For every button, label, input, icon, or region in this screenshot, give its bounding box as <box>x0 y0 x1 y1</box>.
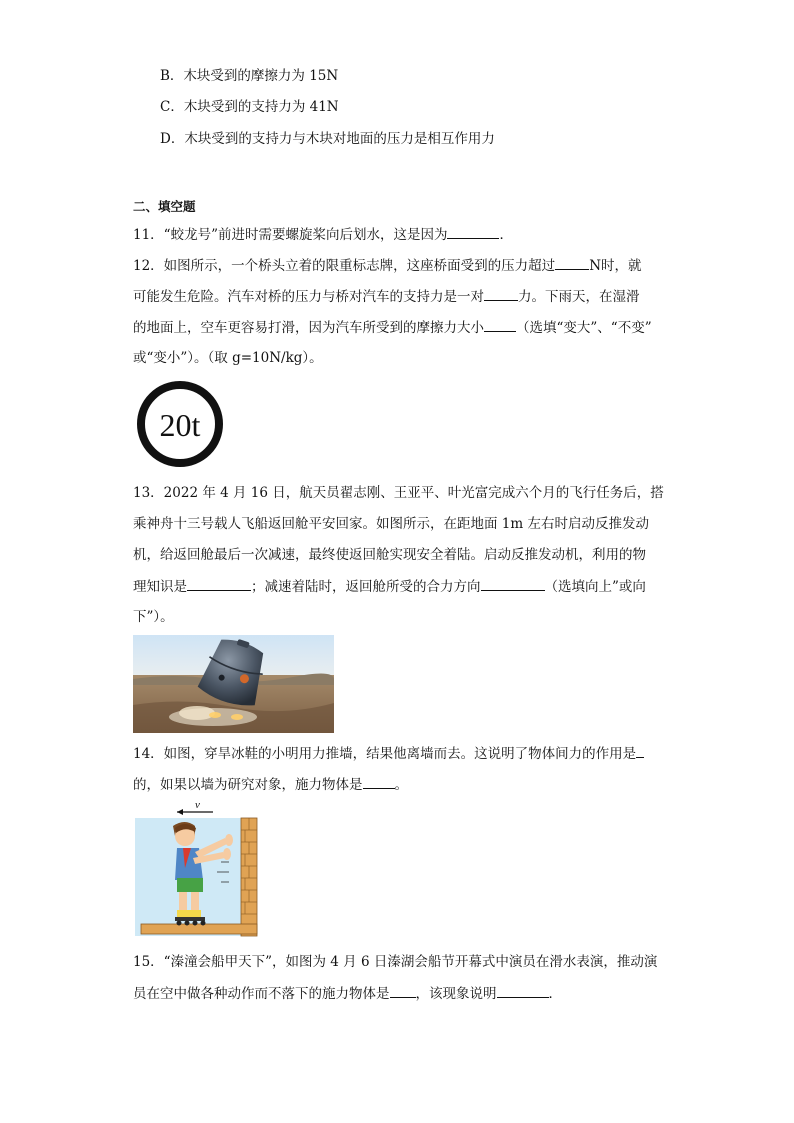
answer-blank <box>481 576 545 591</box>
boy-pushing-wall-illustration <box>133 798 261 942</box>
q12-text-3a: 的地面上，空车更容易打滑，因为汽车所受到的摩擦力大小 <box>133 320 484 336</box>
question-13-line-1: 13．2022 年 4 月 16 日，航天员翟志刚、王亚平、叶光富完成六个月的飞行任务后，搭 <box>133 485 664 501</box>
question-13-line-3: 机，给返回舱最后一次减速，最终使返回舱实现安全着陆。启动反推发动机，利用的物 <box>133 547 646 563</box>
q15-text-2b: ，该现象说明 <box>415 986 497 1002</box>
q14-text-1: 14．如图，穿旱冰鞋的小明用力推墙，结果他离墙而去。这说明了物体间力的作用是 <box>133 746 637 762</box>
answer-blank <box>363 774 395 789</box>
q14-text-2b: 。 <box>394 777 408 793</box>
q11-end: ． <box>499 227 513 243</box>
question-12-line-3 <box>133 317 652 338</box>
q13-text-4a: 理知识是 <box>133 579 187 595</box>
q13-text-4c: （选填向上”或向 <box>544 579 646 595</box>
q12-text-1a: 12．如图所示，一个桥头立着的限重标志牌，这座桥面受到的压力超过 <box>133 258 556 274</box>
answer-blank <box>555 255 589 270</box>
question-15-line-1: 15．“溱潼会船甲天下”，如图为 4 月 6 日溱湖会船节开幕式中演员在滑水表演，推动演 <box>133 954 658 970</box>
answer-blank <box>390 983 416 998</box>
q15-text-2c: ． <box>548 986 562 1002</box>
question-13-line-4 <box>133 576 646 597</box>
section-title: 二、填空题 <box>133 199 196 214</box>
question-13-line-2: 乘神舟十三号载人飞船返回舱平安回家。如图所示，在距地面 1m 左右时启动反推发动 <box>133 516 649 532</box>
q12-text-2a: 可能发生危险。汽车对桥的压力与桥对汽车的支持力是一对 <box>133 289 484 305</box>
answer-blank <box>484 286 518 301</box>
option-b: B．木块受到的摩擦力为 15N <box>160 68 339 84</box>
question-12-line-1 <box>133 255 642 276</box>
answer-blank <box>484 317 516 332</box>
question-15-line-2 <box>133 983 562 1004</box>
answer-blank <box>187 576 251 591</box>
answer-blank <box>636 743 644 758</box>
question-12-line-2 <box>133 286 640 307</box>
q14-text-2a: 的，如果以墙为研究对象，施力物体是 <box>133 777 363 793</box>
q12-text-1b: N时，就 <box>589 258 642 274</box>
weight-limit-sign <box>136 380 224 468</box>
question-11 <box>133 224 513 245</box>
capsule-landing-photo <box>133 635 334 733</box>
velocity-label: v <box>195 799 200 811</box>
q12-text-3b: （选填“变大”、“不变” <box>516 320 652 336</box>
question-13-line-5: 下”）。 <box>133 609 174 625</box>
option-c: C．木块受到的支持力为 41N <box>160 99 339 115</box>
q11-text: 11．“蛟龙号”前进时需要螺旋桨向后划水，这是因为 <box>133 227 448 243</box>
question-12-line-4: 或“变小”）。（取 g=10N/kg）。 <box>133 350 323 366</box>
sign-label: 20t <box>159 407 201 443</box>
answer-blank <box>497 983 549 998</box>
q13-text-4b: ；减速着陆时，返回舱所受的合力方向 <box>251 579 481 595</box>
question-14-line-1 <box>133 743 644 764</box>
option-d: D．木块受到的支持力与木块对地面的压力是相互作用力 <box>160 131 495 147</box>
q15-text-2a: 员在空中做各种动作而不落下的施力物体是 <box>133 986 390 1002</box>
q12-text-2b: 力。下雨天，在湿滑 <box>518 289 640 305</box>
answer-blank <box>447 224 499 239</box>
question-14-line-2 <box>133 774 408 795</box>
